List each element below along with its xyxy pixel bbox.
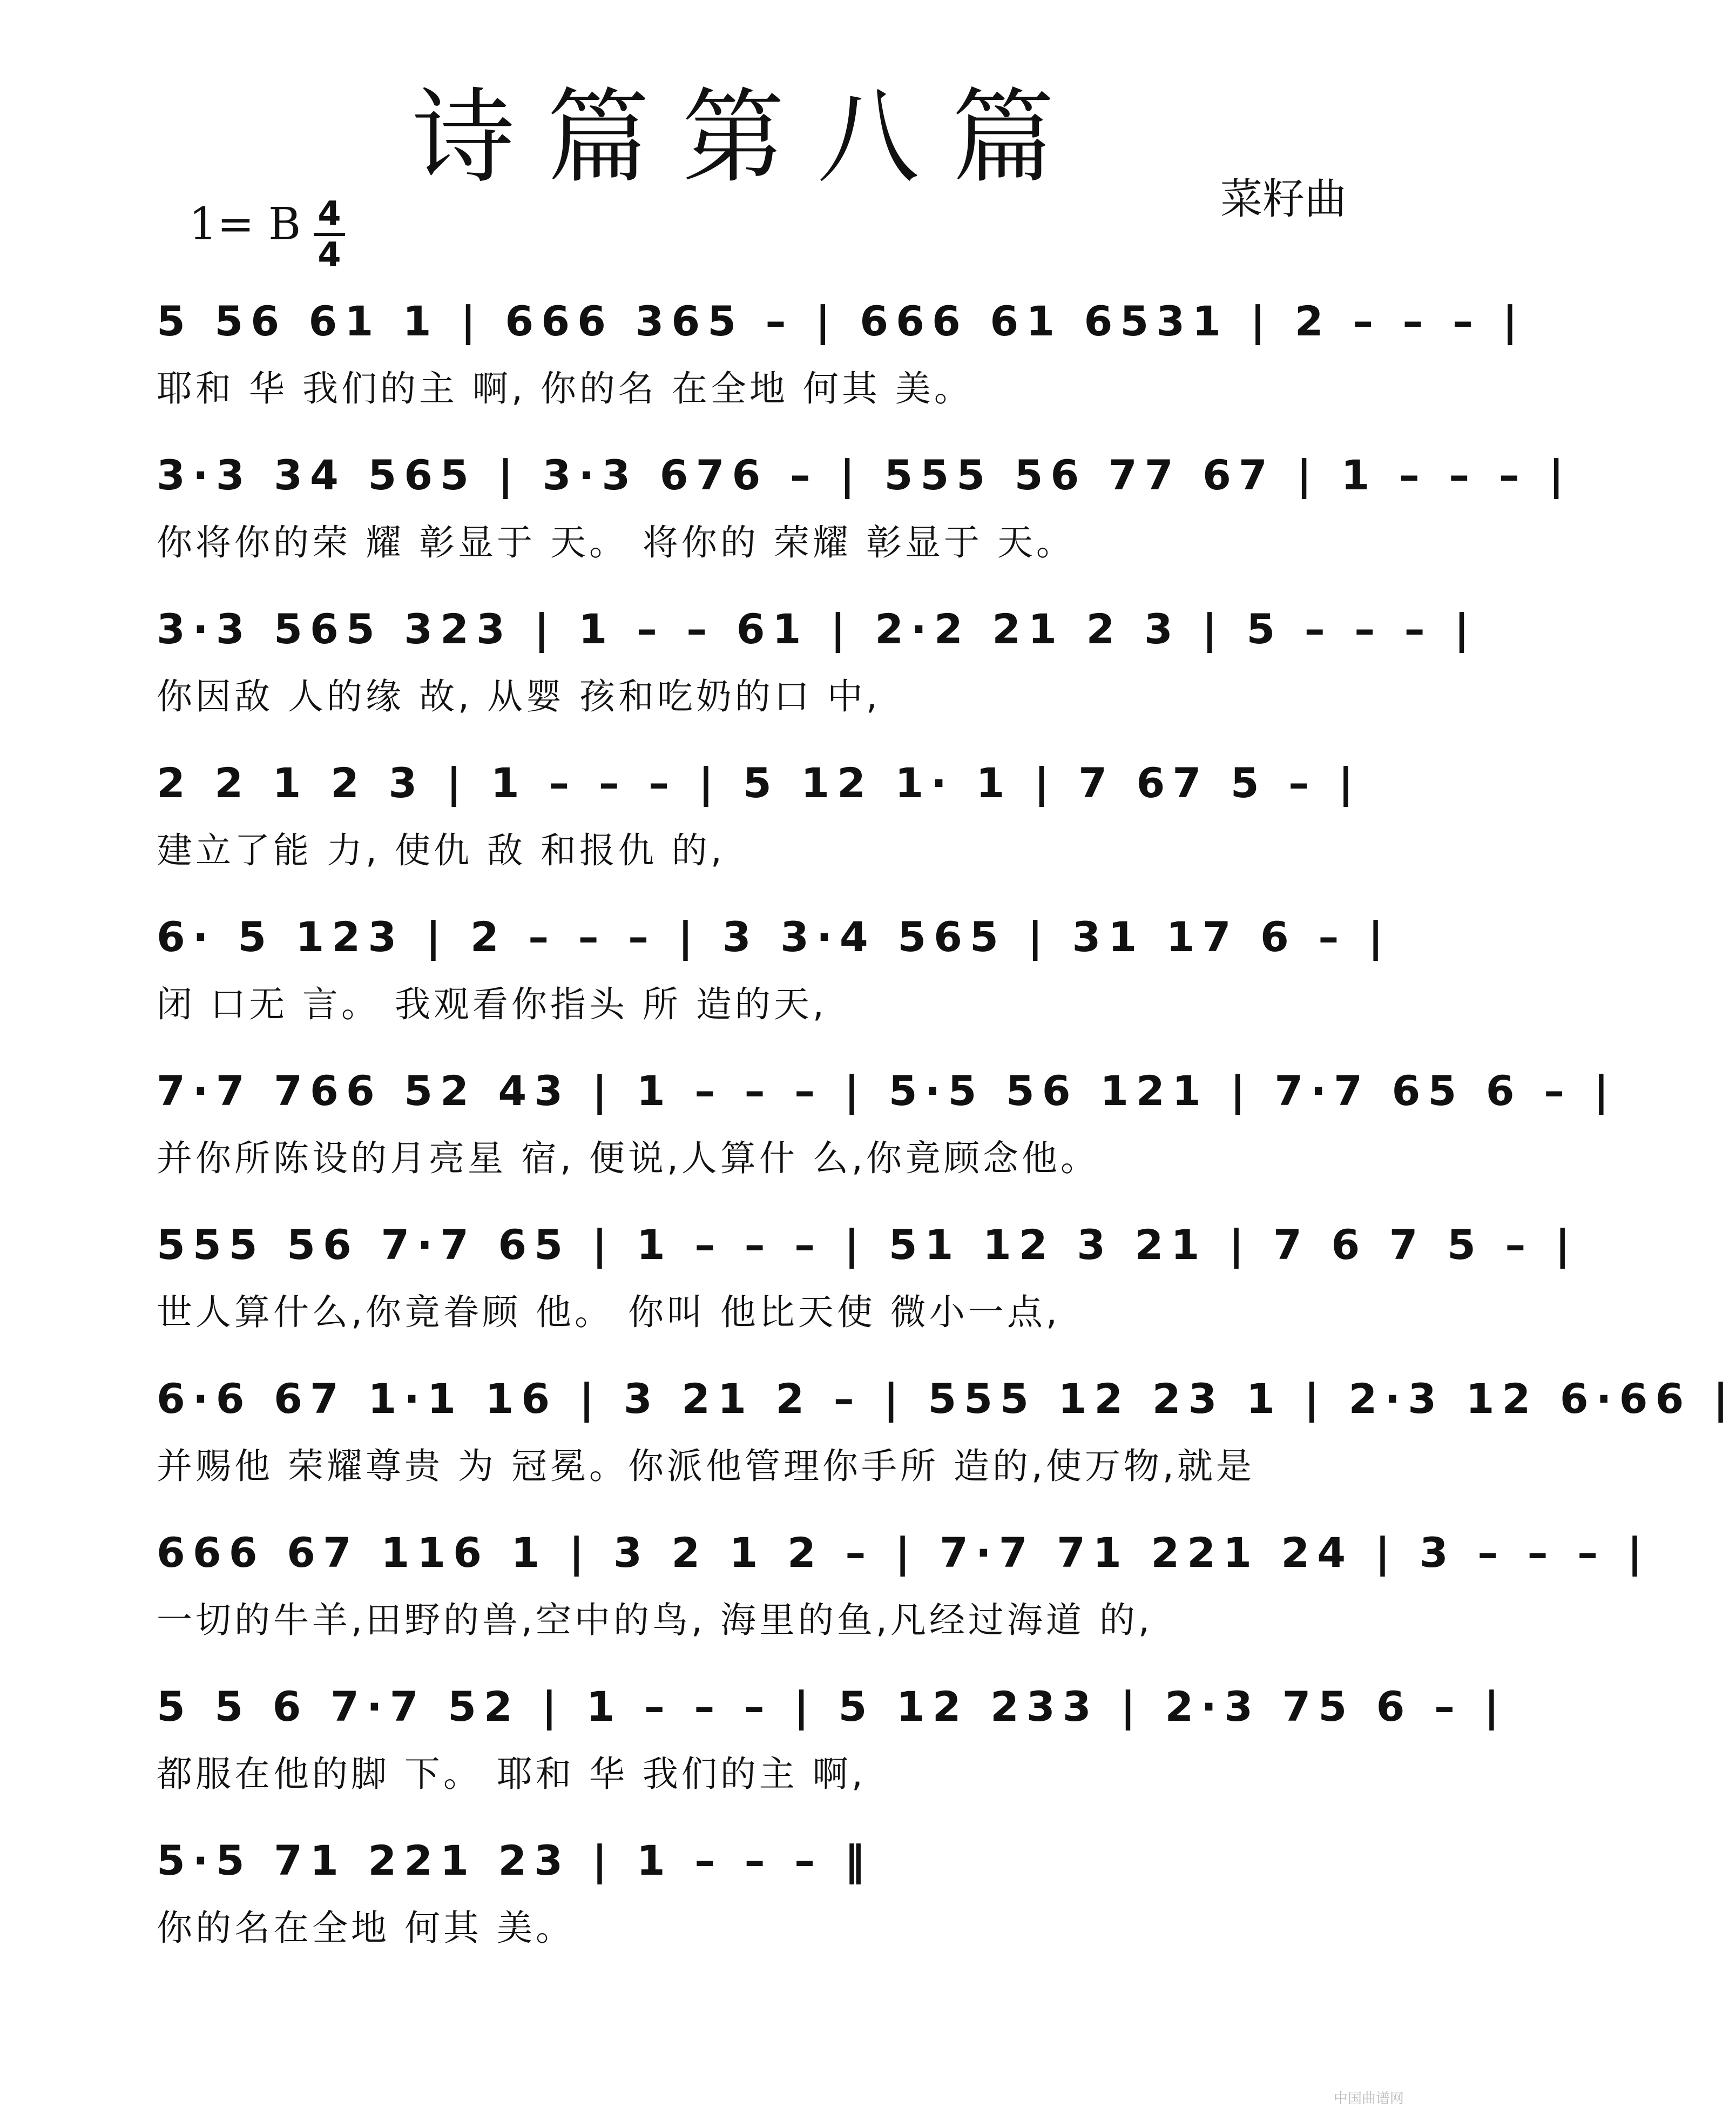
system-notes: 5 5 6 7·7 52 | 1 – – – | 5 12 233 | 2·3 75 6 – | xyxy=(157,1682,1507,1731)
key-signature: 1= B xyxy=(189,199,301,250)
system-lyrics: 一切的牛羊,田野的兽,空中的鸟, 海里的鱼,凡经过海道 的, xyxy=(157,1599,1153,1641)
site-watermark: 中国曲谱网 xyxy=(1334,2091,1404,2107)
system-lyrics: 闭 口无 言。 我观看你指头 所 造的天, xyxy=(157,984,827,1025)
system-lyrics: 建立了能 力, 使仇 敌 和报仇 的, xyxy=(157,830,725,871)
system-notes: 2 2 1 2 3 | 1 – – – | 5 12 1· 1 | 7 67 5 – | xyxy=(157,759,1361,807)
system-lyrics: 你的名在全地 何其 美。 xyxy=(157,1907,575,1949)
system-notes: 7·7 766 52 43 | 1 – – – | 5·5 56 121 | 7·7 65 6 – | xyxy=(157,1067,1617,1115)
system-notes: 5 56 61 1 | 666 365 – | 666 61 6531 | 2 – – – | xyxy=(157,297,1525,345)
system-notes: 3·3 34 565 | 3·3 676 – | 555 56 77 67 | 1 – – – | xyxy=(157,451,1571,499)
song-title: 诗篇第八篇 xyxy=(411,78,1087,197)
system-notes: 6·6 67 1·1 16 | 3 21 2 – | 555 12 23 1 | 2·3 12 6·66 | xyxy=(157,1375,1736,1423)
system-lyrics: 并你所陈设的月亮星 宿, 便说,人算什 么,你竟顾念他。 xyxy=(157,1137,1099,1179)
time-signature-top: 4 xyxy=(318,194,341,233)
time-signature-bottom: 4 xyxy=(318,235,341,274)
system-lyrics: 世人算什么,你竟眷顾 他。 你叫 他比天使 微小一点, xyxy=(157,1291,1060,1333)
time-signature xyxy=(310,194,348,274)
system-lyrics: 都服在他的脚 下。 耶和 华 我们的主 啊, xyxy=(157,1753,866,1795)
system-notes: 666 67 116 1 | 3 2 1 2 – | 7·7 71 221 24 | 3 – – – | xyxy=(157,1529,1650,1577)
system-lyrics: 并赐他 荣耀尊贵 为 冠冕。你派他管理你手所 造的,使万物,就是 xyxy=(157,1445,1255,1487)
system-lyrics: 耶和 华 我们的主 啊, 你的名 在全地 何其 美。 xyxy=(157,368,973,409)
composer-credit: 菜籽曲 xyxy=(1220,175,1347,224)
system-notes: 555 56 7·7 65 | 1 – – – | 51 12 3 21 | 7 6 7 5 – | xyxy=(157,1221,1578,1269)
system-notes: 6· 5 123 | 2 – – – | 3 3·4 565 | 31 17 6 – | xyxy=(157,913,1391,961)
system-notes: 5·5 71 221 23 | 1 – – – ‖ xyxy=(157,1836,873,1884)
system-lyrics: 你因敌 人的缘 故, 从婴 孩和吃奶的口 中, xyxy=(157,676,881,717)
system-notes: 3·3 565 323 | 1 – – 61 | 2·2 21 2 3 | 5 – – – | xyxy=(157,605,1477,653)
system-lyrics: 你将你的荣 耀 彰显于 天。 将你的 荣耀 彰显于 天。 xyxy=(157,522,1075,563)
